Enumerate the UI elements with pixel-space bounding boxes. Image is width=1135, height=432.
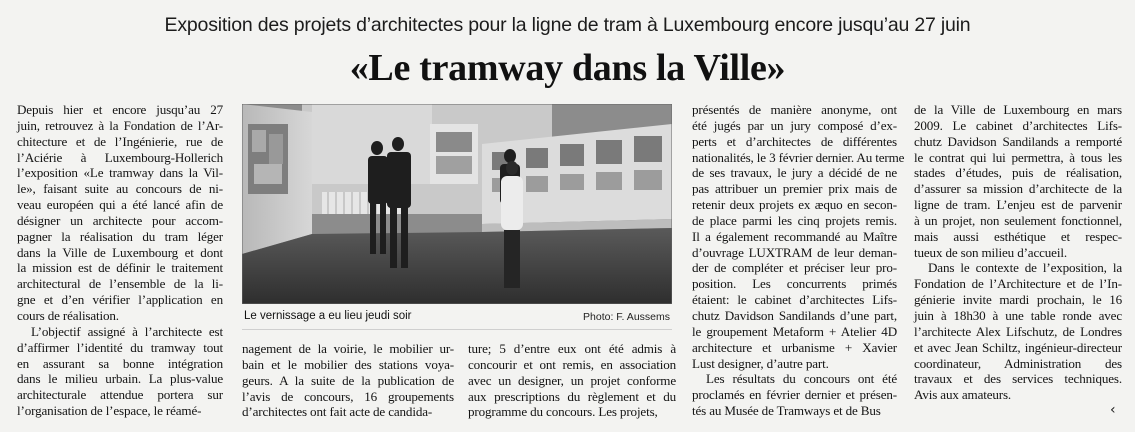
text-line: en assurant sa bonne intégration (17, 355, 223, 371)
text-line: perts et d’architectes de différentes (692, 133, 897, 149)
text-line: programme du concours. Les projets, (468, 404, 658, 420)
text-line: l’exposition «Le tramway dans la Vil- (17, 165, 223, 181)
text-line: nagement de la voirie, le mobilier ur- (242, 341, 454, 356)
column-1 (17, 102, 223, 419)
text-line: Lust designer, d’autre part. (692, 355, 829, 371)
text-line: retenir deux projets ex æquo en secon- (692, 197, 897, 213)
photo-credit: Photo: F. Aussems (583, 311, 670, 323)
text-line: travaux et des services techniques. (914, 371, 1122, 387)
text-line: génierie invite mardi prochain, le 16 (914, 292, 1122, 308)
text-line: été jugés par un jury composé d’ex- (692, 117, 897, 133)
text-line: nationalités, le 3 février dernier. Au terme (692, 149, 905, 165)
photo-caption-bar (242, 304, 672, 330)
text-line: aux prescriptions du règlement et du (468, 388, 676, 404)
text-line: la mission est de définir le traitement (17, 260, 223, 276)
text-line: d’architectes ont fait acte de candida- (242, 404, 433, 420)
text-line: tés au Musée de Tramways et de Bus (692, 403, 881, 419)
text-line: proclamés en février dernier et présen- (692, 387, 897, 403)
text-line: l’avis de concours, 16 groupements (242, 388, 454, 404)
text-line: le contrat qui lui permettra, à tous les (914, 149, 1122, 165)
column-2 (242, 341, 454, 420)
text-line: l’architecte Alex Lifschutz, de Londres (914, 323, 1122, 339)
photo (242, 104, 672, 304)
text-line: pas attribuer un premier prix mais de (692, 181, 897, 197)
text-line: tueux de son milieu d’accueil. (914, 244, 1067, 260)
column-5 (914, 102, 1122, 403)
column-4 (692, 102, 905, 419)
text-line: d’assurer sa mission d’architecte de la (914, 181, 1122, 197)
text-line: stades d’études, puis de réalisation, (914, 165, 1122, 181)
text-line: le groupement Metaform + Atelier 4D (692, 323, 897, 339)
kicker: Exposition des projets d’architectes pour la ligne de tram à Luxembourg encore jusqu’au 27 juin (164, 14, 971, 36)
chevron-left-icon: ‹ (1110, 402, 1116, 418)
text-line: bain et le mobilier des stations voya- (242, 356, 454, 372)
text-line: Depuis hier et encore jusqu’au 27 (17, 102, 223, 117)
text-line: veau européen qui a été lancé afin de (17, 197, 223, 213)
text-line: L’objectif assigné à l’architecte est (31, 323, 223, 339)
text-line: chutz Davidson Sandilands d’une part, (692, 307, 897, 323)
text-line: l’organisation de l’espace, le réamé- (17, 403, 202, 419)
text-line: ture; 5 d’entre eux ont été admis à (468, 341, 676, 356)
text-line: der de compléter et préciser leur pro- (692, 260, 897, 276)
text-line: geurs. A la suite de la publication de (242, 372, 454, 388)
text-line: juin, retrouvez à la Fondation de l’Ar- (17, 117, 223, 133)
text-line: Avis aux amateurs. (914, 387, 1012, 403)
text-line: d’affirmer l’identité du tramway tout (17, 339, 223, 355)
column-3 (468, 341, 676, 420)
text-line: Dans le contexte de l’exposition, la (928, 260, 1122, 276)
photo-caption: Le vernissage a eu lieu jeudi soir (244, 310, 412, 322)
text-line: le», faisant suite au concours de ni- (17, 181, 223, 197)
text-line: désigner un architecte pour accom- (17, 212, 223, 228)
text-line: juin à 18h30 à une table ronde avec (914, 307, 1122, 323)
text-line: dans le milieu urbain. La plus-value (17, 371, 223, 387)
text-line: Les résultats du concours ont été (706, 371, 897, 387)
text-line: gne et d’en vérifier l’application en (17, 292, 223, 308)
headline: «Le tramway dans la Ville» (349, 47, 786, 89)
text-line: de ses travaux, le jury a décidé de ne (692, 165, 897, 181)
text-line: architecturale attendue portera sur (17, 387, 223, 403)
text-line: de la Ville de Luxembourg en mars (914, 102, 1122, 117)
text-line: dans la Ville de Luxembourg et dont (17, 244, 223, 260)
text-line: d’ouvrage LUXTRAM de leur deman- (692, 244, 897, 260)
text-line: concourir et ont remis, en association (468, 356, 676, 372)
text-line: Fondation de l’Architecture et de l’In- (914, 276, 1122, 292)
exhibition-photo-graphic (242, 104, 672, 304)
text-line: et avec Jean Schiltz, ingénieur-directeur (914, 339, 1122, 355)
text-line: mais aussi esthétique et respec- (914, 228, 1122, 244)
text-line: présentés de manière anonyme, ont (692, 102, 897, 117)
text-line: cours de réalisation. (17, 307, 119, 323)
text-line: pagner la réalisation du tram léger (17, 228, 223, 244)
text-line: architecture et urbanisme + Xavier (692, 339, 897, 355)
text-line: architectural de l’ensemble de la li- (17, 276, 223, 292)
text-line: chitecture et de l’Ingénierie, rue de (17, 133, 223, 149)
text-line: étaient: le cabinet d’architectes Lifs- (692, 292, 897, 308)
text-line: de place parmi les cinq projets remis. (692, 212, 897, 228)
text-line: Il a également recommandé au Maître (692, 228, 897, 244)
text-line: 2009. Le cabinet d’architectes Lifs- (914, 117, 1122, 133)
text-line: position. Les concurrents primés (692, 276, 897, 292)
text-line: à un projet, non seulement fonctionnel, (914, 212, 1122, 228)
text-line: l’Aciérie à Luxembourg-Hollerich (17, 149, 223, 165)
text-line: avec un designer, un projet conforme (468, 372, 676, 388)
text-line: ligne de tram. L’enjeu est de parvenir (914, 197, 1122, 213)
text-line: chutz Davidson Sandilands a remporté (914, 133, 1122, 149)
text-line: coordinateur, Administration des (914, 355, 1122, 371)
